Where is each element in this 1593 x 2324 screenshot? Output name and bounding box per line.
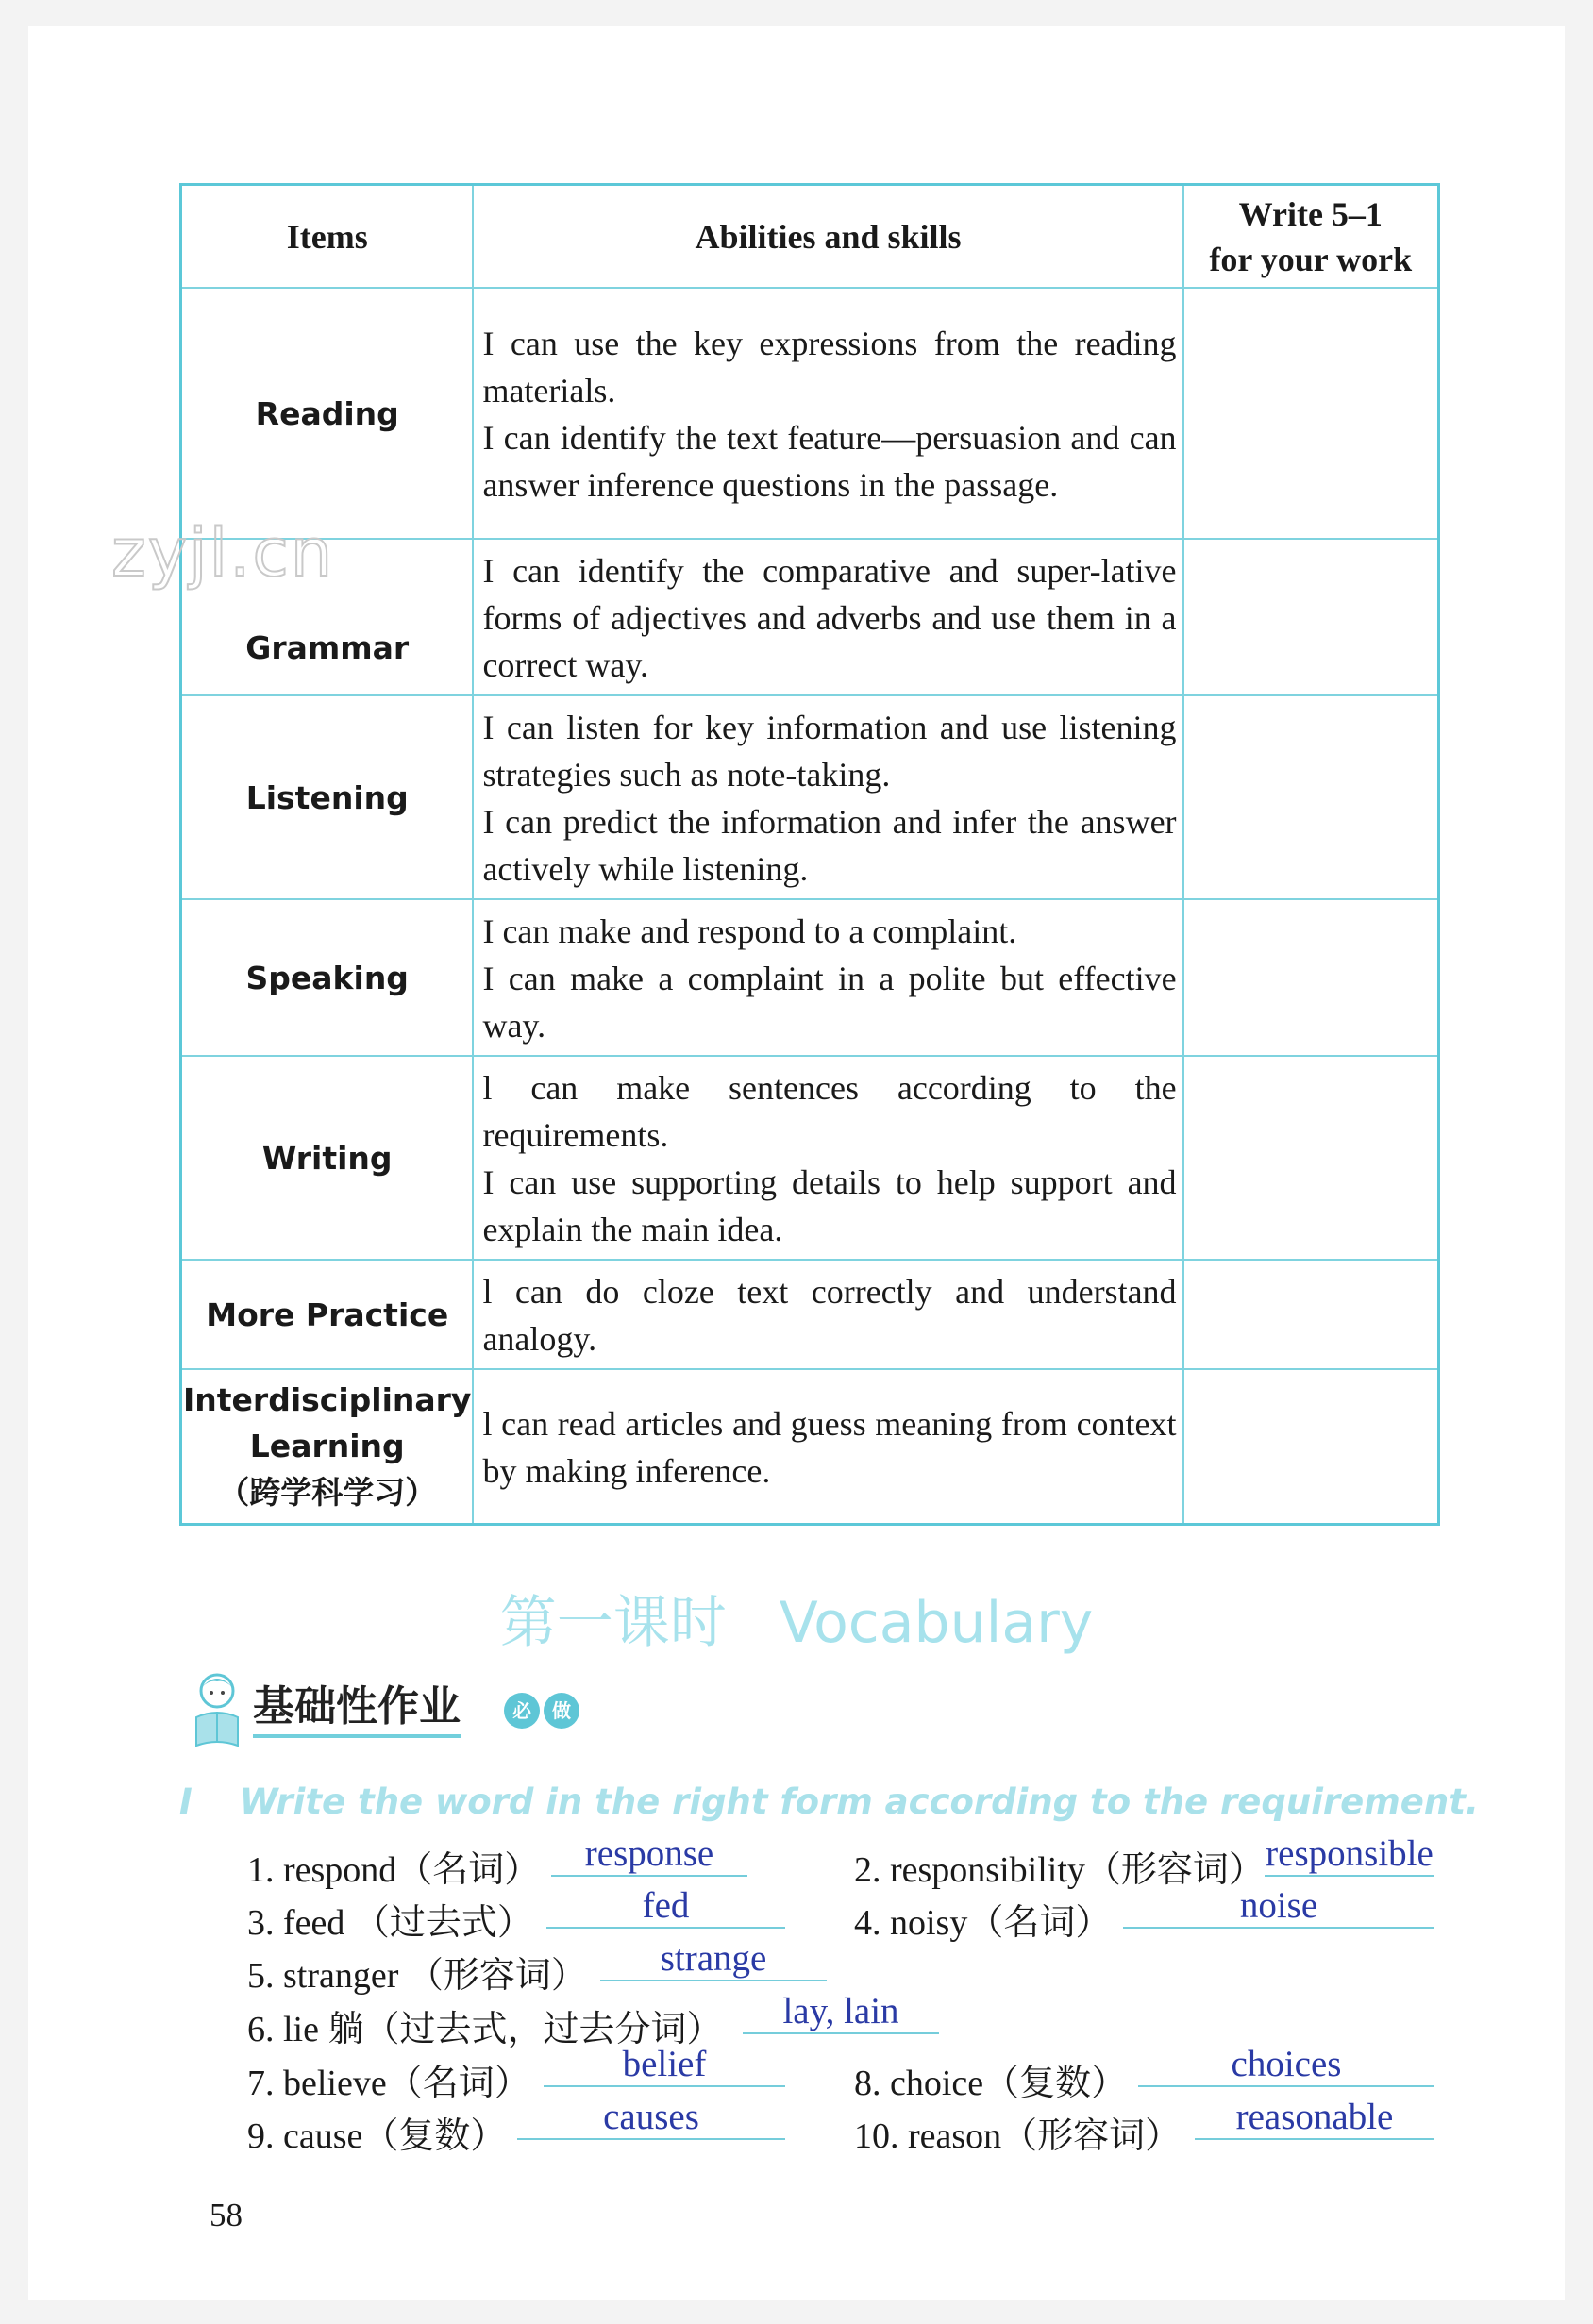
answer-7[interactable]: belief	[544, 2044, 785, 2087]
score-cell[interactable]	[1183, 1260, 1439, 1369]
answer-8[interactable]: choices	[1138, 2044, 1434, 2087]
ability-line: I can identify the text feature—persuasion and can answer inference questions in the passage.	[482, 419, 1177, 504]
item-grammar: Grammar	[181, 539, 474, 695]
table-row	[181, 1056, 1439, 1260]
answer-4[interactable]: noise	[1123, 1885, 1434, 1929]
table-header-row	[181, 185, 1439, 289]
score-cell[interactable]	[1183, 539, 1439, 695]
item-more-practice: More Practice	[181, 1260, 474, 1369]
header-score-line2: for your work	[1209, 240, 1413, 278]
header-abilities: Abilities and skills	[473, 185, 1182, 289]
item-writing: Writing	[181, 1056, 474, 1260]
question-4: 4. noisy（名词）	[854, 1903, 1112, 1943]
abilities-writing	[473, 1056, 1182, 1260]
header-score	[1183, 185, 1439, 289]
answer-10[interactable]: reasonable	[1195, 2097, 1434, 2140]
header-score-line1: Write 5–1	[1238, 194, 1383, 233]
instruction-text: Write the word in the right form according to the requirement.	[239, 1781, 1479, 1822]
answer-3[interactable]: fed	[546, 1885, 785, 1929]
abilities-speaking	[473, 899, 1182, 1056]
abilities-interdisciplinary	[473, 1369, 1182, 1524]
header-items: Items	[181, 185, 474, 289]
table-row	[181, 1260, 1439, 1369]
lesson-title	[0, 1578, 1593, 1659]
ability-line: I can identify the comparative and super-lative forms of adjectives and adverbs and use them in a correct way.	[482, 552, 1177, 684]
table-row	[181, 539, 1439, 695]
answer-5[interactable]: strange	[600, 1938, 827, 1981]
ability-line: l can read articles and guess meaning from context by making inference.	[482, 1404, 1177, 1490]
score-cell[interactable]	[1183, 1056, 1439, 1260]
score-cell[interactable]	[1183, 695, 1439, 899]
abilities-reading	[473, 288, 1182, 539]
score-cell[interactable]	[1183, 1369, 1439, 1524]
question-1: 1. respond（名词）	[247, 1850, 541, 1890]
item-line: （跨学科学习）	[218, 1474, 437, 1512]
answer-2[interactable]: responsible	[1265, 1833, 1434, 1877]
table-row	[181, 1369, 1439, 1524]
ability-line: l can do cloze text correctly and understand analogy.	[482, 1273, 1177, 1358]
ability-line: I can make and respond to a complaint.	[482, 912, 1017, 950]
homework-title: 基础性作业	[253, 1672, 461, 1738]
section-instruction	[179, 1781, 1479, 1822]
section-number: I	[179, 1781, 193, 1822]
required-badge-1: 必	[504, 1693, 540, 1729]
score-cell[interactable]	[1183, 899, 1439, 1056]
answer-1[interactable]: response	[551, 1833, 747, 1877]
question-3: 3. feed （过去式）	[247, 1903, 533, 1943]
item-reading: Reading	[181, 288, 474, 539]
lesson-title-cn: 第一课时	[499, 1590, 727, 1656]
question-8: 8. choice（复数）	[854, 2064, 1128, 2103]
watermark: zyjl.cn	[111, 514, 335, 592]
question-7: 7. believe（名词）	[247, 2064, 530, 2103]
question-5: 5. stranger （形容词）	[247, 1956, 587, 1996]
self-assessment-table	[179, 183, 1440, 1526]
table-row	[181, 695, 1439, 899]
ability-line: I can use the key expressions from the reading materials.	[482, 325, 1177, 410]
answer-6[interactable]: lay, lain	[743, 1991, 939, 2034]
ability-line: I can listen for key information and use listening strategies such as note-taking.	[482, 709, 1177, 794]
item-line: Learning	[249, 1428, 405, 1465]
question-10: 10. reason（形容词）	[854, 2116, 1182, 2156]
required-badge-2: 做	[544, 1693, 579, 1729]
abilities-grammar	[473, 539, 1182, 695]
page-number: 58	[210, 2197, 243, 2233]
item-line: Interdisciplinary	[183, 1381, 472, 1419]
student-reading-icon	[189, 1670, 245, 1750]
item-speaking: Speaking	[181, 899, 474, 1056]
ability-line: I can make a complaint in a polite but effective way.	[482, 960, 1177, 1045]
ability-line: I can predict the information and infer the answer actively while listening.	[482, 803, 1177, 888]
question-2: 2. responsibility（形容词）	[854, 1850, 1265, 1890]
item-listening: Listening	[181, 695, 474, 899]
answer-9[interactable]: causes	[517, 2097, 785, 2140]
question-6: 6. lie 躺（过去式，过去分词）	[247, 2010, 723, 2049]
abilities-more-practice	[473, 1260, 1182, 1369]
table-row	[181, 288, 1439, 539]
lesson-title-en: Vocabulary	[779, 1590, 1094, 1656]
score-cell[interactable]	[1183, 288, 1439, 539]
abilities-listening	[473, 695, 1182, 899]
ability-line: I can use supporting details to help support and explain the main idea.	[482, 1163, 1177, 1248]
table-row	[181, 899, 1439, 1056]
question-9: 9. cause（复数）	[247, 2116, 507, 2156]
ability-line: l can make sentences according to the requirements.	[482, 1069, 1177, 1154]
item-interdisciplinary	[181, 1369, 474, 1524]
